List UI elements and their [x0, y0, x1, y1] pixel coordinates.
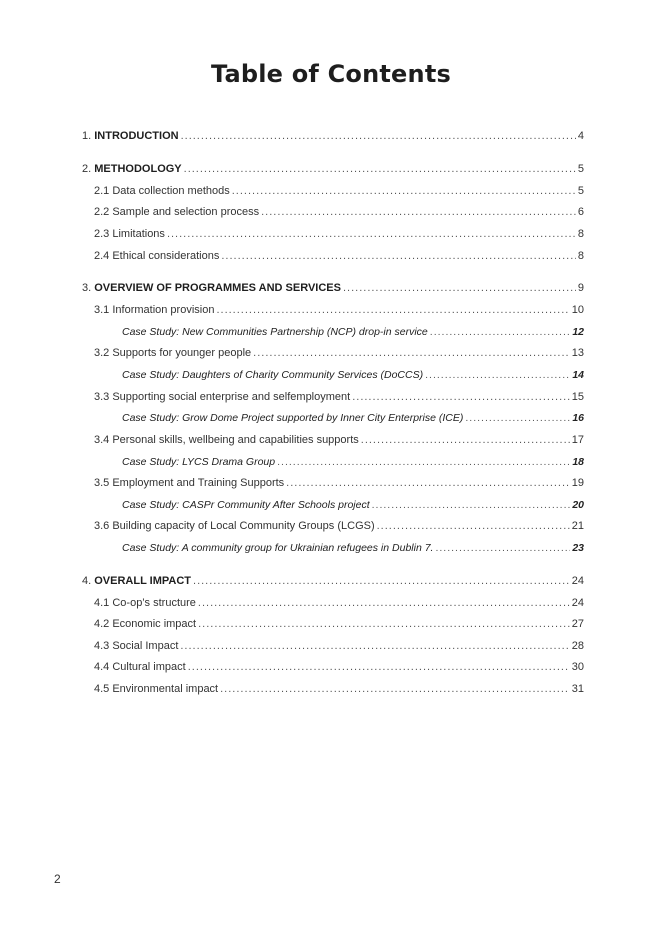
- toc-case-study-ukrainian[interactable]: [122, 539, 584, 555]
- toc-entry-title: INTRODUCTION: [94, 130, 179, 142]
- toc-entry-3-6[interactable]: [94, 517, 584, 533]
- dot-leader: [435, 541, 570, 555]
- toc-entry-title: 3.5 Employment and Training Supports: [94, 477, 285, 489]
- page-number: 2: [54, 872, 61, 886]
- page-title: Table of Contents: [211, 60, 451, 88]
- dot-leader: [465, 411, 570, 425]
- toc-page-number: 5: [577, 185, 584, 197]
- dot-leader: [377, 519, 570, 533]
- toc-page-number: 14: [572, 369, 584, 381]
- toc-entry-title: Case Study: Daughters of Charity Community Services (DoCCS): [122, 369, 424, 381]
- toc-page-number: 6: [577, 206, 584, 218]
- toc-page-number: 31: [571, 683, 584, 695]
- toc-entry-4-1[interactable]: [94, 594, 584, 610]
- toc-entry-3-1[interactable]: [94, 301, 584, 317]
- toc-page-number: 17: [571, 434, 584, 446]
- toc-entry-title: 3.2 Supports for younger people: [94, 347, 252, 359]
- toc-entry-title: 4.4 Cultural impact: [94, 661, 186, 673]
- toc-entry-2-3[interactable]: [94, 225, 584, 241]
- toc-entry-title: Case Study: CASPr Community After Schools project: [122, 499, 370, 511]
- toc-page-number: 18: [572, 456, 584, 468]
- toc-page-number: 9: [577, 282, 584, 294]
- toc-entry-title: 3.6 Building capacity of Local Community Groups (LCGS): [94, 520, 375, 532]
- toc-entry-number: 4.: [82, 575, 92, 587]
- toc-page-number: 13: [571, 347, 584, 359]
- toc-entry-title: 4.2 Economic impact: [94, 618, 197, 630]
- toc-page-number: 8: [577, 250, 584, 262]
- dot-leader: [286, 476, 570, 490]
- toc-page-number: 15: [571, 391, 584, 403]
- toc-entry-4-3[interactable]: [94, 637, 584, 653]
- toc-entry-4-2[interactable]: [94, 615, 584, 631]
- toc-entry-number: 2.: [82, 163, 92, 175]
- toc-entry-title: 3.1 Information provision: [94, 304, 215, 316]
- dot-leader: [221, 249, 576, 263]
- toc-case-study-lycs[interactable]: [122, 453, 584, 469]
- toc-page-number: 27: [571, 618, 584, 630]
- toc-entry-title: Case Study: New Communities Partnership (NCP) drop-in service: [122, 326, 428, 338]
- toc-entry-3-4[interactable]: [94, 431, 584, 447]
- toc-entry-3-5[interactable]: [94, 474, 584, 490]
- toc-page-number: 28: [571, 640, 584, 652]
- dot-leader: [188, 660, 570, 674]
- toc-case-study-caspr[interactable]: [122, 496, 584, 512]
- toc-page-number: 23: [572, 542, 584, 554]
- dot-leader: [184, 162, 576, 176]
- toc-page-number: 10: [571, 304, 584, 316]
- dot-leader: [181, 129, 576, 143]
- toc-entry-3-2[interactable]: [94, 344, 584, 360]
- toc-entry-4-5[interactable]: [94, 680, 584, 696]
- toc-entry-methodology[interactable]: [82, 160, 584, 176]
- toc-entry-title: Case Study: Grow Dome Project supported by Inner City Enterprise (ICE): [122, 412, 464, 424]
- toc-entry-title: OVERALL IMPACT: [94, 575, 192, 587]
- toc-entry-number: 3.: [82, 282, 92, 294]
- dot-leader: [232, 184, 576, 198]
- toc-entry-title: 2.4 Ethical considerations: [94, 250, 220, 262]
- toc-page-number: 24: [571, 575, 584, 587]
- toc-entry-2-1[interactable]: [94, 182, 584, 198]
- toc-page-number: 16: [572, 412, 584, 424]
- toc-entry-title: 3.4 Personal skills, wellbeing and capabilities supports: [94, 434, 359, 446]
- dot-leader: [352, 390, 570, 404]
- dot-leader: [361, 433, 570, 447]
- toc-page-number: 24: [571, 597, 584, 609]
- dot-leader: [198, 596, 570, 610]
- toc-entry-introduction[interactable]: [82, 127, 584, 143]
- toc-entry-title: 2.1 Data collection methods: [94, 185, 230, 197]
- dot-leader: [425, 368, 570, 382]
- toc-entry-number: 1.: [82, 130, 92, 142]
- dot-leader: [198, 617, 570, 631]
- toc-entry-title: 2.2 Sample and selection process: [94, 206, 260, 218]
- toc-entry-title: 4.5 Environmental impact: [94, 683, 219, 695]
- dot-leader: [180, 639, 569, 653]
- dot-leader: [216, 303, 569, 317]
- dot-leader: [343, 281, 576, 295]
- dot-leader: [430, 325, 571, 339]
- toc-entry-title: 2.3 Limitations: [94, 228, 165, 240]
- toc-page-number: 12: [572, 326, 584, 338]
- toc-entry-2-4[interactable]: [94, 247, 584, 263]
- toc-entry-title: 3.3 Supporting social enterprise and selfemployment: [94, 391, 351, 403]
- toc-entry-title: Case Study: A community group for Ukrainian refugees in Dublin 7.: [122, 542, 434, 554]
- toc-entry-title: OVERVIEW OF PROGRAMMES AND SERVICES: [94, 282, 341, 294]
- toc-page-number: 8: [577, 228, 584, 240]
- dot-leader: [220, 682, 570, 696]
- toc-entry-title: METHODOLOGY: [94, 163, 182, 175]
- toc-entry-4-4[interactable]: [94, 658, 584, 674]
- toc-page-number: 21: [571, 520, 584, 532]
- toc-case-study-doccs[interactable]: [122, 366, 584, 382]
- dot-leader: [372, 498, 571, 512]
- toc-entry-overall-impact[interactable]: [82, 572, 584, 588]
- toc-entry-2-2[interactable]: [94, 203, 584, 219]
- toc-page-number: 20: [572, 499, 584, 511]
- toc-page-number: 4: [577, 130, 584, 142]
- dot-leader: [193, 574, 570, 588]
- toc-entry-title: Case Study: LYCS Drama Group: [122, 456, 276, 468]
- toc-entry-title: 4.1 Co-op’s structure: [94, 597, 196, 609]
- toc-case-study-grow-dome[interactable]: [122, 409, 584, 425]
- toc-case-study-ncp[interactable]: [122, 323, 584, 339]
- toc-page-number: 19: [571, 477, 584, 489]
- dot-leader: [277, 455, 570, 469]
- toc-entry-3-3[interactable]: [94, 388, 584, 404]
- dot-leader: [261, 205, 576, 219]
- toc-page-number: 30: [571, 661, 584, 673]
- toc-page-number: 5: [577, 163, 584, 175]
- dot-leader: [167, 227, 576, 241]
- dot-leader: [253, 346, 570, 360]
- toc-entry-overview[interactable]: [82, 279, 584, 295]
- toc-entry-title: 4.3 Social Impact: [94, 640, 179, 652]
